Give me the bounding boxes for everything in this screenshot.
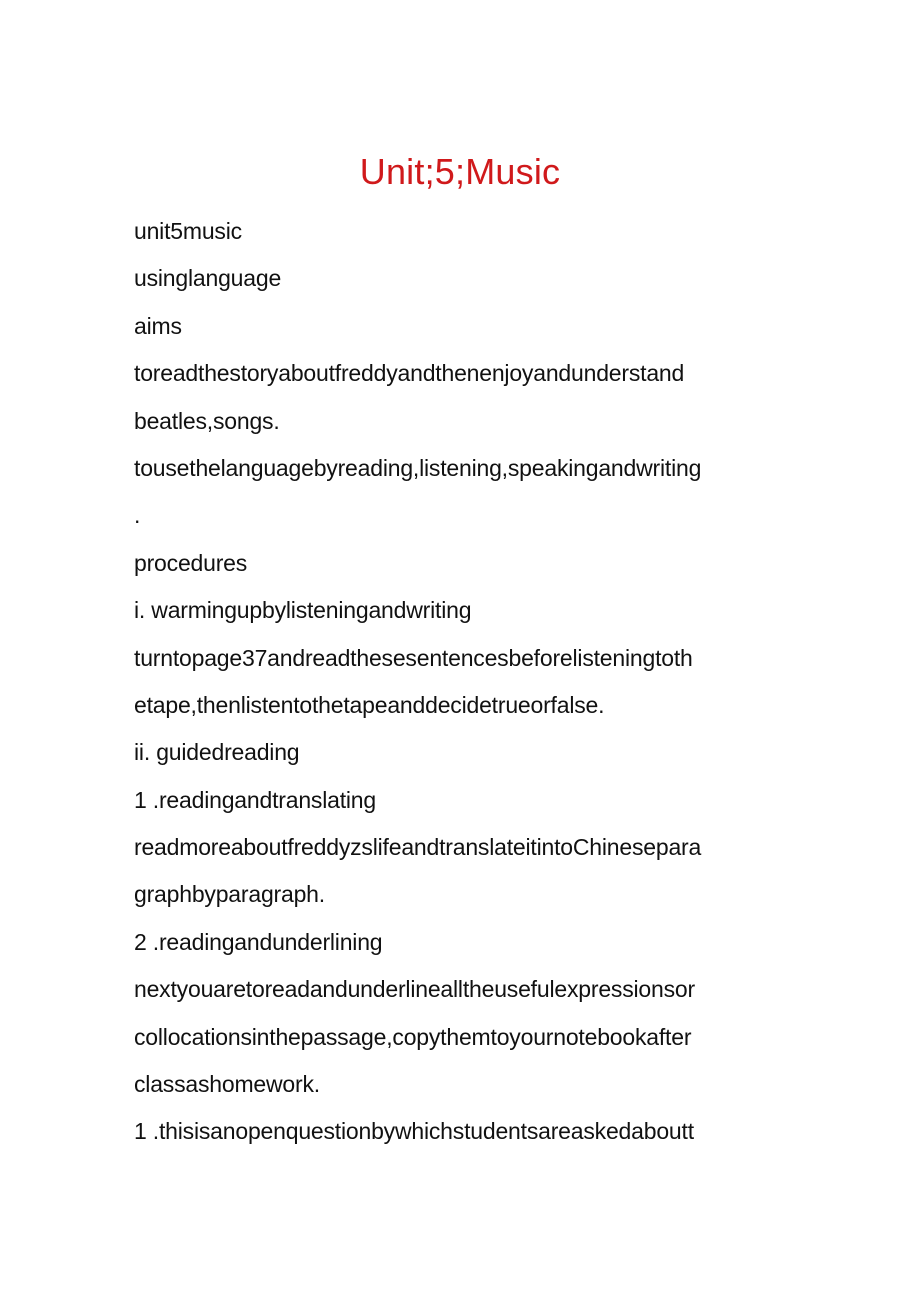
body-line: classashomework. bbox=[134, 1071, 320, 1098]
body-line: usinglanguage bbox=[134, 265, 282, 292]
body-line: 1 .readingandtranslating bbox=[134, 786, 376, 813]
body-line: collocationsinthepassage,copythemtoyournotebookafter bbox=[134, 1023, 692, 1050]
body-line: toreadthestoryaboutfreddyandthenenjoyandunderstand bbox=[134, 360, 685, 387]
document-title: Unit;5;Music bbox=[359, 151, 561, 192]
body-line: ii. guidedreading bbox=[134, 739, 300, 766]
body-line: i. warmingupbylisteningandwriting bbox=[134, 597, 472, 624]
body-line: graphbyparagraph. bbox=[134, 881, 325, 908]
body-line: . bbox=[134, 502, 141, 529]
body-line: turntopage37andreadthesesentencesbeforelisteningtoth bbox=[134, 644, 693, 671]
body-line: etape,thenlistentothetapeanddecidetrueorfalse. bbox=[134, 691, 605, 718]
body-line: 1 .thisisanopenquestionbywhichstudentsareaskedaboutt bbox=[134, 1118, 694, 1145]
body-line: beatles,songs. bbox=[134, 407, 280, 434]
body-line: nextyouaretoreadandunderlinealltheusefulexpressionsor bbox=[134, 976, 695, 1003]
body-line: tousethelanguagebyreading,listening,speakingandwriting bbox=[134, 454, 702, 481]
body-line: readmoreaboutfreddyzslifeandtranslateitintoChinesepara bbox=[134, 834, 702, 861]
body-line: unit5music bbox=[134, 218, 242, 244]
body-line: procedures bbox=[134, 549, 248, 576]
body-line: 2 .readingandunderlining bbox=[134, 928, 383, 955]
body-line: aims bbox=[134, 312, 182, 339]
document-body bbox=[134, 208, 794, 1156]
